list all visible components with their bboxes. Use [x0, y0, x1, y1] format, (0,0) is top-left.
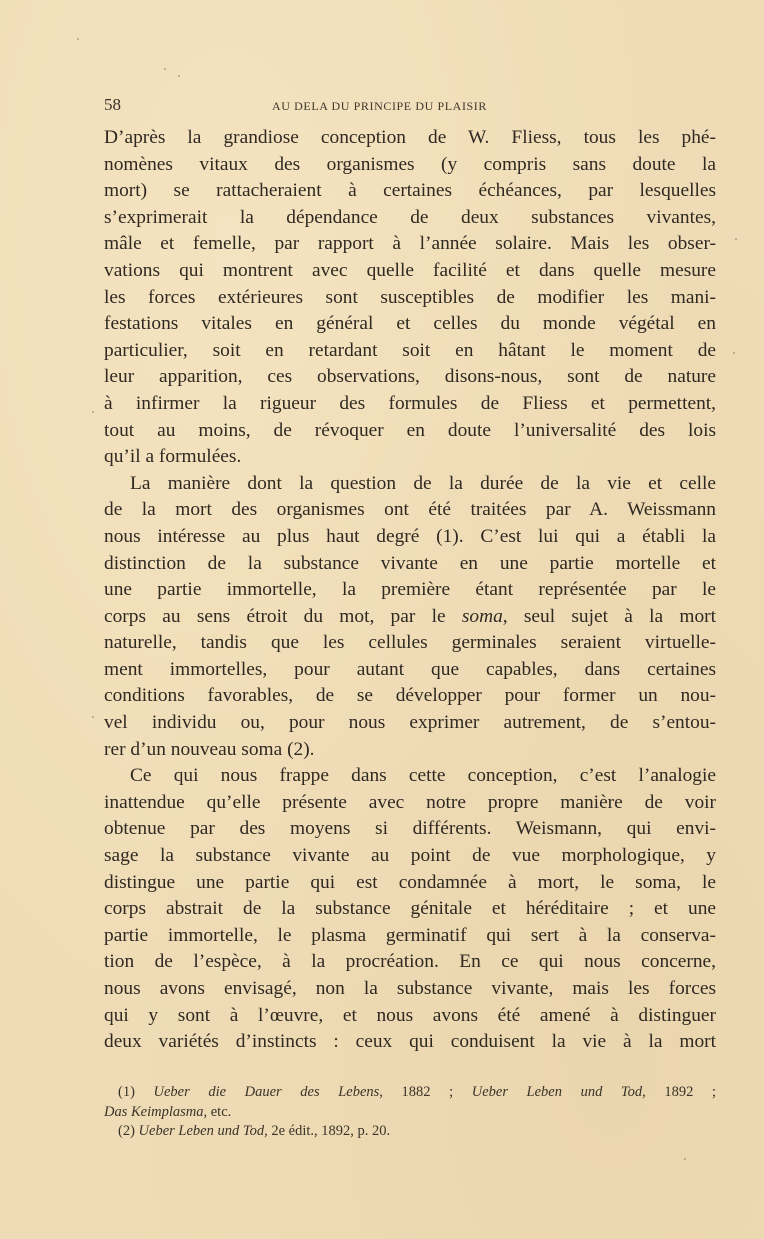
text-line: qui y sont à l’œuvre, et nous avons été amené à distinguer	[104, 1004, 716, 1026]
text-line: sage la substance vivante au point de vue morphologique, y	[104, 845, 716, 867]
page-number: 58	[104, 95, 121, 114]
paragraph-3	[104, 763, 716, 1056]
footnote-title: Ueber Leben und Tod	[138, 1123, 265, 1139]
running-header	[104, 95, 716, 115]
text-line: nomènes vitaux des organismes (y compris sans doute la	[104, 153, 716, 175]
text-line: mort) se rattacheraient à certaines échéances, par lesquelles	[104, 180, 716, 202]
text-line: distingue une partie qui est condamnée à mort, le soma, le	[104, 871, 716, 893]
text-line: les forces extérieures sont susceptibles de modifier les mani-	[104, 286, 716, 308]
text-line: conditions favorables, de se développer pour former un nou-	[104, 685, 716, 707]
footnote-text: , 1882 ;	[379, 1084, 472, 1100]
paper-speck	[92, 411, 94, 413]
text-line: vel individu ou, pour nous exprimer autrement, de s’entou-	[104, 712, 716, 734]
text-line: deux variétés d’instincts : ceux qui conduisent la vie à la mort	[104, 1031, 716, 1053]
text-line: leur apparition, ces observations, disons-nous, sont de nature	[104, 366, 716, 388]
text-line: mâle et femelle, par rapport à l’année solaire. Mais les obser-	[104, 233, 716, 255]
text-line: La manière dont la question de la durée de la vie et celle	[130, 472, 716, 494]
text-line: rer d’un nouveau soma (2).	[104, 738, 315, 760]
body-text	[104, 125, 716, 1056]
italic-term-soma: soma	[461, 605, 503, 627]
paper-speck	[77, 38, 79, 40]
text-fragment: , seul sujet à la mort	[502, 605, 716, 627]
text-line: corps abstrait de la substance génitale et héréditaire ; et une	[104, 898, 716, 920]
footnote-title: Das Keimplasma	[104, 1103, 204, 1120]
text-line: s’exprimerait la dépendance de deux substances vivantes,	[104, 206, 716, 228]
paper-speck	[92, 716, 94, 718]
text-line: particulier, soit en retardant soit en hâtant le moment de	[104, 339, 716, 361]
text-line: tout au moins, de révoquer en doute l’universalité des lois	[104, 419, 716, 441]
paper-speck	[178, 75, 180, 77]
paper-speck	[733, 352, 735, 354]
footnote-text: , 1892 ;	[642, 1084, 717, 1100]
footnote-1-continuation	[104, 1103, 716, 1123]
text-line: partie immortelle, le plasma germinatif qui sert à la conserva-	[104, 924, 716, 946]
footnotes	[104, 1083, 716, 1142]
text-line: obtenue par des moyens si différents. Weismann, qui envi-	[104, 818, 716, 840]
footnote-text: , etc.	[203, 1103, 232, 1120]
text-line: une partie immortelle, la première étant représentée par le	[104, 579, 716, 601]
paper-speck	[684, 1158, 686, 1160]
text-line: ment immortelles, pour autant que capables, dans certaines	[104, 658, 716, 680]
text-fragment: corps au sens étroit du mot, par le	[104, 605, 462, 627]
footnote-text: , 2e édit., 1892, p. 20.	[264, 1123, 391, 1139]
footnote-marker: (2)	[118, 1123, 135, 1139]
text-line: de la mort des organismes ont été traitées par A. Weissmann	[104, 499, 716, 521]
footnote-1	[104, 1083, 716, 1103]
paragraph-2	[104, 471, 716, 764]
text-line: à infirmer la rigueur des formules de Fliess et permettent,	[104, 392, 716, 414]
text-line: tion de l’espèce, à la procréation. En ce qui nous concerne,	[104, 951, 716, 973]
text-line: inattendue qu’elle présente avec notre propre manière de voir	[104, 791, 716, 813]
running-title: AU DELA DU PRINCIPE DU PLAISIR	[272, 99, 488, 113]
footnote-title: Ueber Leben und Tod	[471, 1084, 643, 1100]
text-line: distinction de la substance vivante en une partie mortelle et	[104, 552, 716, 574]
text-line: qu’il a formulées.	[104, 446, 242, 468]
text-line: festations vitales en général et celles du monde végétal en	[104, 313, 716, 335]
text-line-with-italic	[104, 604, 716, 631]
text-line: Ce qui nous frappe dans cette conception, c’est l’analogie	[130, 765, 716, 787]
paper-speck	[735, 238, 737, 240]
text-line: naturelle, tandis que les cellules germinales seraient virtuelle-	[104, 632, 716, 654]
text-line: nous intéresse au plus haut degré (1). C’est lui qui a établi la	[104, 525, 716, 547]
text-line: nous avons envisagé, non la substance vivante, mais les forces	[104, 978, 716, 999]
text-line: D’après la grandiose conception de W. Fliess, tous les phé-	[104, 127, 716, 148]
footnote-2	[104, 1122, 716, 1142]
footnote-title: Ueber die Dauer des Lebens	[153, 1084, 380, 1100]
footnote-marker: (1)	[118, 1084, 135, 1100]
text-line: vations qui montrent avec quelle facilité et dans quelle mesure	[104, 259, 716, 281]
paper-speck	[164, 68, 166, 70]
paragraph-1	[104, 125, 716, 471]
